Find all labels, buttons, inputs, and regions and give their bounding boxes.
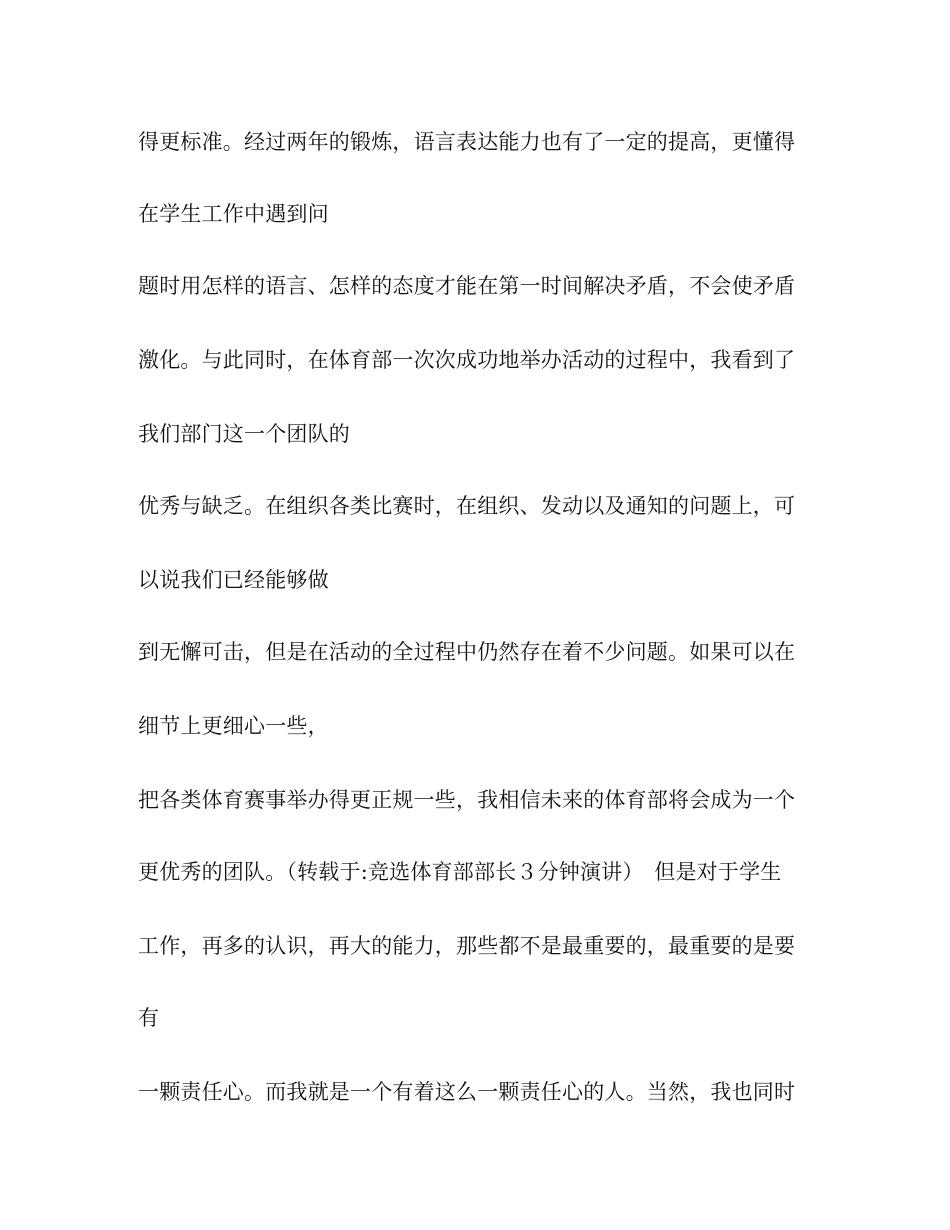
text-line: 到无懈可击，但是在活动的全过程中仍然存在着不少问题。如果可以在 <box>138 640 796 664</box>
text-line: 题时用怎样的语言、怎样的态度才能在第一时间解决矛盾，不会使矛盾 <box>138 274 796 298</box>
text-line: 得更标准。经过两年的锻炼，语言表达能力也有了一定的提高，更懂得 <box>138 130 796 154</box>
text-line: 细节上更细心一些， <box>138 714 329 738</box>
text-line: 我们部门这一个团队的 <box>138 422 350 446</box>
text-line: 以说我们已经能够做 <box>138 568 329 592</box>
text-line: 更优秀的团队。（转载于:竞选体育部部长３分钟演讲） 但是对于学生 <box>138 860 782 884</box>
text-line: 激化。与此同时，在体育部一次次成功地举办活动的过程中，我看到了 <box>138 348 796 372</box>
text-line: 工作，再多的认识，再大的能力，那些都不是最重要的，最重要的是要 <box>138 934 796 958</box>
text-line: 一颗责任心。而我就是一个有着这么一颗责任心的人。当然，我也同时 <box>138 1080 796 1104</box>
text-line: 有 <box>138 1006 160 1030</box>
text-line: 优秀与缺乏。在组织各类比赛时，在组织、发动以及通知的问题上，可 <box>138 494 796 518</box>
text-line: 在学生工作中遇到问 <box>138 202 329 226</box>
text-line: 把各类体育赛事举办得更正规一些，我相信未来的体育部将会成为一个 <box>138 788 796 812</box>
